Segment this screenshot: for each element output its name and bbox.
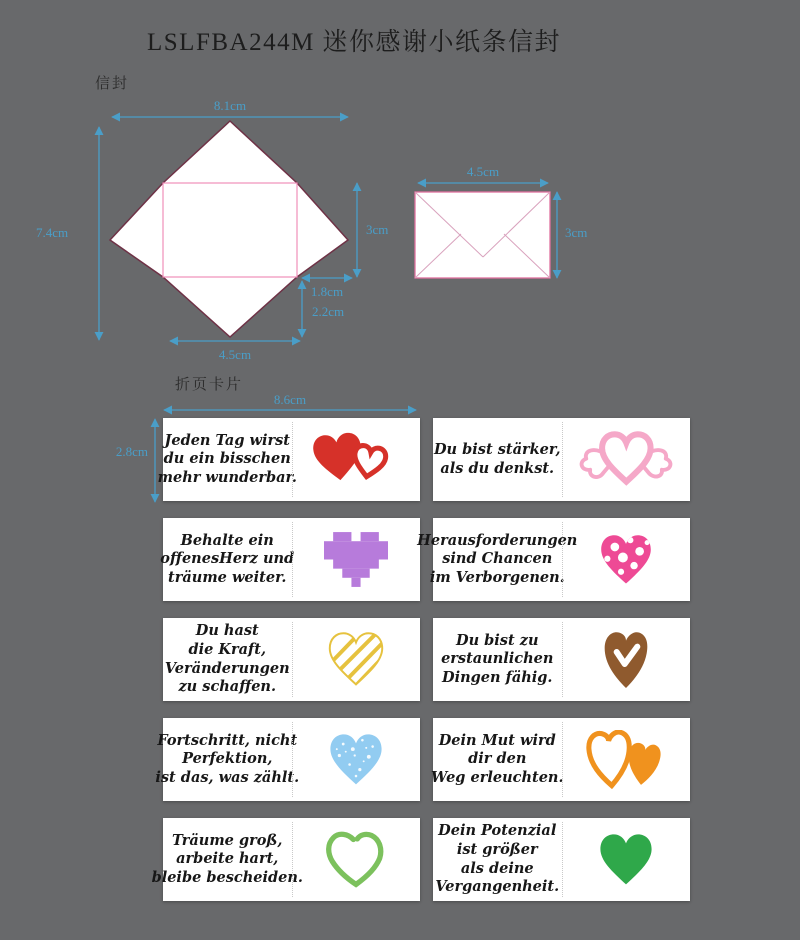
heart-illustration (562, 818, 691, 901)
fold-line (562, 422, 563, 497)
heart-illustration (292, 418, 421, 501)
card-text-line: Perfektion, (182, 750, 273, 768)
note-card-wunderbar (157, 418, 420, 501)
heart-illustration (292, 718, 421, 801)
envelope-section-label: 信封 (95, 76, 130, 92)
red-pair-heart-icon (310, 431, 402, 489)
card-text-line: Vergangenheit. (435, 878, 560, 896)
doodle-check-heart-icon (599, 628, 653, 692)
card-text-line: Du bist stärker, (433, 440, 561, 458)
card-text (160, 518, 295, 601)
dim-label-card-height: 2.8cm (115, 444, 148, 459)
card-text-line: Veränderungen (164, 659, 290, 677)
card-width-dimension (0, 392, 440, 416)
heart-illustration (562, 518, 691, 601)
card-text-line: dir den (468, 750, 527, 768)
card-text (151, 818, 303, 901)
scribble-heart-icon (323, 630, 389, 689)
card-text-line: Dingen fähig. (442, 668, 553, 686)
card-text-line: Jeden Tag wirst (164, 431, 290, 449)
fold-line (292, 822, 293, 897)
note-card-kraft (163, 618, 420, 701)
fold-line (562, 822, 563, 897)
card-text (430, 718, 564, 801)
card-text-line: sind Chancen (442, 550, 553, 568)
card-text (155, 718, 300, 801)
folded-envelope-body (415, 192, 550, 278)
heart-illustration (562, 618, 691, 701)
solid-heart-icon (594, 831, 658, 889)
fold-line (292, 522, 293, 597)
card-text-line: Weg erleuchten. (430, 768, 564, 786)
card-text-line: erstaunlichen (441, 650, 554, 668)
card-text-line: Behalte ein (180, 531, 274, 549)
card-text-line: Du hast (195, 622, 259, 640)
card-text (433, 618, 562, 701)
dim-label-pocket-width: 4.5cm (218, 347, 252, 362)
card-text-line: Dein Potenzial (438, 822, 557, 840)
card-text-line: Herausforderungen (417, 531, 578, 549)
note-card-faehig (433, 618, 690, 701)
note-card-staerker (433, 418, 690, 501)
heart-illustration (292, 618, 421, 701)
card-text (157, 418, 297, 501)
dim-label-height: 7.4cm (36, 225, 69, 240)
card-text-line: als deine (460, 859, 534, 877)
dim-label-card-width: 8.6cm (273, 392, 307, 407)
dim-label-folded-height: 3cm (565, 225, 588, 240)
card-text-line: Du bist zu (456, 631, 539, 649)
card-text-line: Träume groß, (172, 831, 283, 849)
fold-line (562, 622, 563, 697)
page-title: LSLFBA244M 迷你感谢小纸条信封 (147, 29, 562, 56)
note-card-potenzial (433, 818, 690, 901)
dim-label-bottom-flap: 2.2cm (312, 304, 345, 319)
fold-line (292, 422, 293, 497)
card-text-line: die Kraft, (188, 640, 267, 658)
dots-heart-icon (595, 532, 657, 588)
note-card-herausforderungen (417, 518, 690, 601)
envelope-diagram (0, 60, 620, 390)
card-text-line: zu schaffen. (178, 678, 277, 696)
card-text-line: als du denkst. (440, 459, 555, 477)
winged-heart-icon (577, 430, 675, 490)
heart-illustration (292, 818, 421, 901)
card-text-line: Fortschritt, nicht (157, 731, 298, 749)
card-text-line: träume weiter. (168, 568, 287, 586)
cards-grid (151, 418, 690, 901)
dim-label-pocket-height: 3cm (366, 222, 389, 237)
fold-line (292, 622, 293, 697)
heart-illustration (292, 518, 421, 601)
envelope-folded-diagram (415, 192, 550, 278)
card-text (433, 418, 562, 501)
heart-illustration (562, 418, 691, 501)
fold-line (562, 522, 563, 597)
card-text (417, 518, 578, 601)
note-card-mut (430, 718, 690, 801)
fold-line (292, 722, 293, 797)
card-text-line: bleibe bescheiden. (151, 868, 303, 886)
note-card-traeume (151, 818, 420, 901)
note-card-offenes-herz (160, 518, 420, 601)
fold-line (562, 722, 563, 797)
card-text (163, 618, 292, 701)
brush-heart-icon (323, 830, 389, 890)
note-card-fortschritt (155, 718, 420, 801)
orange-pair-heart-icon (582, 730, 670, 790)
card-text-line: ist das, was zählt. (155, 768, 300, 786)
card-text-line: mehr wunderbar. (157, 468, 297, 486)
cards-section-label: 折页卡片 (175, 377, 244, 393)
pixel-heart-icon (324, 532, 388, 587)
dim-label-folded-width: 4.5cm (466, 164, 500, 179)
card-text-line: Dein Mut wird (438, 731, 556, 749)
dim-label-side-flap: 1.8cm (310, 284, 344, 299)
card-text-line: offenesHerz und (160, 550, 295, 568)
card-text-line: im Verborgenen. (429, 568, 565, 586)
card-text-line: arbeite hart, (176, 850, 279, 868)
card-text-line: du ein bisschen (163, 450, 291, 468)
dim-label-width: 8.1cm (213, 98, 247, 113)
grunge-heart-icon (324, 731, 388, 789)
card-text (433, 818, 562, 901)
card-text-line: ist größer (456, 840, 538, 858)
heart-illustration (562, 718, 691, 801)
card-height-dimension (100, 414, 170, 510)
